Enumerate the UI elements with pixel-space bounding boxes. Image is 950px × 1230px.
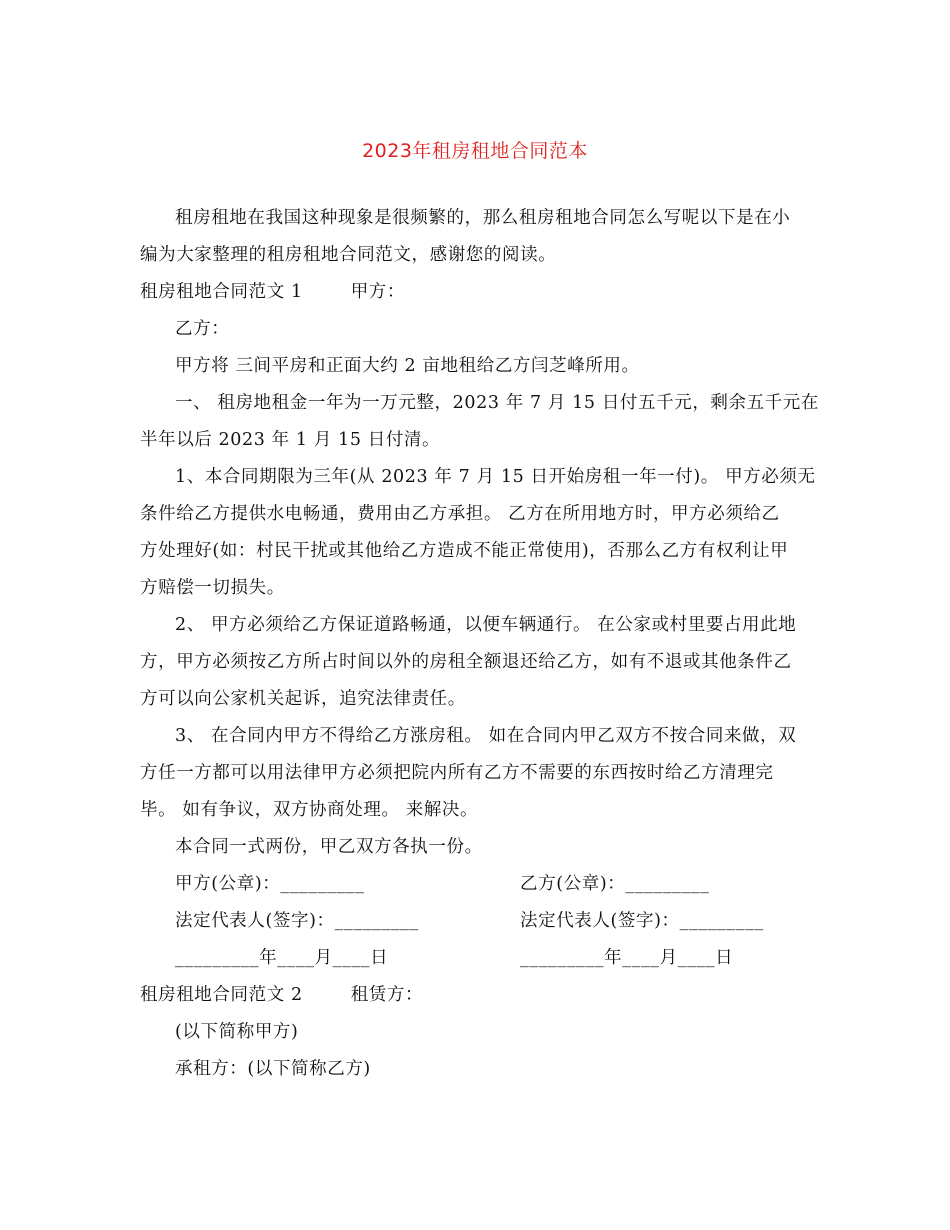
- copies-note: 本合同一式两份，甲乙双方各执一份。: [175, 837, 483, 857]
- clause0-line-2: 半年以后 2023 年 1 月 15 日付清。: [140, 430, 441, 450]
- clause3-line-3: 毕。 如有争议，双方协商处理。 来解决。: [140, 800, 479, 820]
- sample1-heading: 租房租地合同范文 1: [140, 282, 303, 302]
- clause1-line-2: 条件给乙方提供水电畅通，费用由乙方承担。 乙方在所用地方时，甲方必须给乙: [140, 504, 780, 524]
- lease-intro: 甲方将 三间平房和正面大约 2 亩地租给乙方闫芝峰所用。: [175, 356, 640, 376]
- clause1-line-1: 1、本合同期限为三年(从 2023 年 7 月 15 日开始房租一年一付)。 甲方必须无: [175, 467, 816, 487]
- clause0-line-1: 一、 租房地租金一年为一万元整，2023 年 7 月 15 日付五千元，剩余五千元在: [175, 393, 820, 413]
- clause3-line-2: 方任一方都可以用法律甲方必须把院内所有乙方不需要的东西按时给乙方清理完: [140, 763, 774, 783]
- clause2-line-3: 方可以向公家机关起诉，追究法律责任。: [140, 689, 466, 709]
- intro-line-1: 租房租地在我国这种现象是很频繁的，那么租房租地合同怎么写呢以下是在小: [175, 208, 791, 228]
- party-a-label: 甲方：: [350, 282, 406, 302]
- party-a-rep-field: 法定代表人(签字)：_________: [175, 911, 419, 931]
- clause3-line-1: 3、 在合同内甲方不得给乙方涨房租。 如在合同内甲乙双方不按合同来做，双: [175, 726, 797, 746]
- clause1-line-3: 方处理好(如：村民干扰或其他给乙方造成不能正常使用)，否那么乙方有权利让甲: [140, 541, 789, 561]
- party-b-date-field: _________年____月____日: [520, 948, 734, 968]
- party-b-seal-field: 乙方(公章)：_________: [520, 874, 710, 894]
- sample1-heading-line: [140, 280, 405, 304]
- party-b-label: 乙方：: [175, 319, 230, 339]
- intro-line-2: 编为大家整理的租房租地合同范文，感谢您的阅读。: [140, 245, 557, 265]
- clause1-line-4: 方赔偿一切损失。: [140, 578, 285, 598]
- lessor-label: 租赁方：: [350, 985, 424, 1005]
- clause2-line-1: 2、 甲方必须给乙方保证道路畅通，以便车辆通行。 在公家或村里要占用此地: [175, 615, 797, 635]
- sample2-heading-line: [140, 983, 423, 1007]
- party-a-seal-field: 甲方(公章)：_________: [175, 874, 365, 894]
- lessee-line: 承租方：(以下简称乙方): [175, 1059, 371, 1079]
- document-title: 2023年租房租地合同范本: [362, 140, 588, 162]
- clause2-line-2: 方，甲方必须按乙方所占时间以外的房租全额退还给乙方，如有不退或其他条件乙: [140, 652, 792, 672]
- sample2-heading: 租房租地合同范文 2: [140, 985, 303, 1005]
- lessor-note: (以下简称甲方): [175, 1022, 299, 1042]
- party-b-rep-field: 法定代表人(签字)：_________: [520, 911, 764, 931]
- party-a-date-field: _________年____月____日: [175, 948, 389, 968]
